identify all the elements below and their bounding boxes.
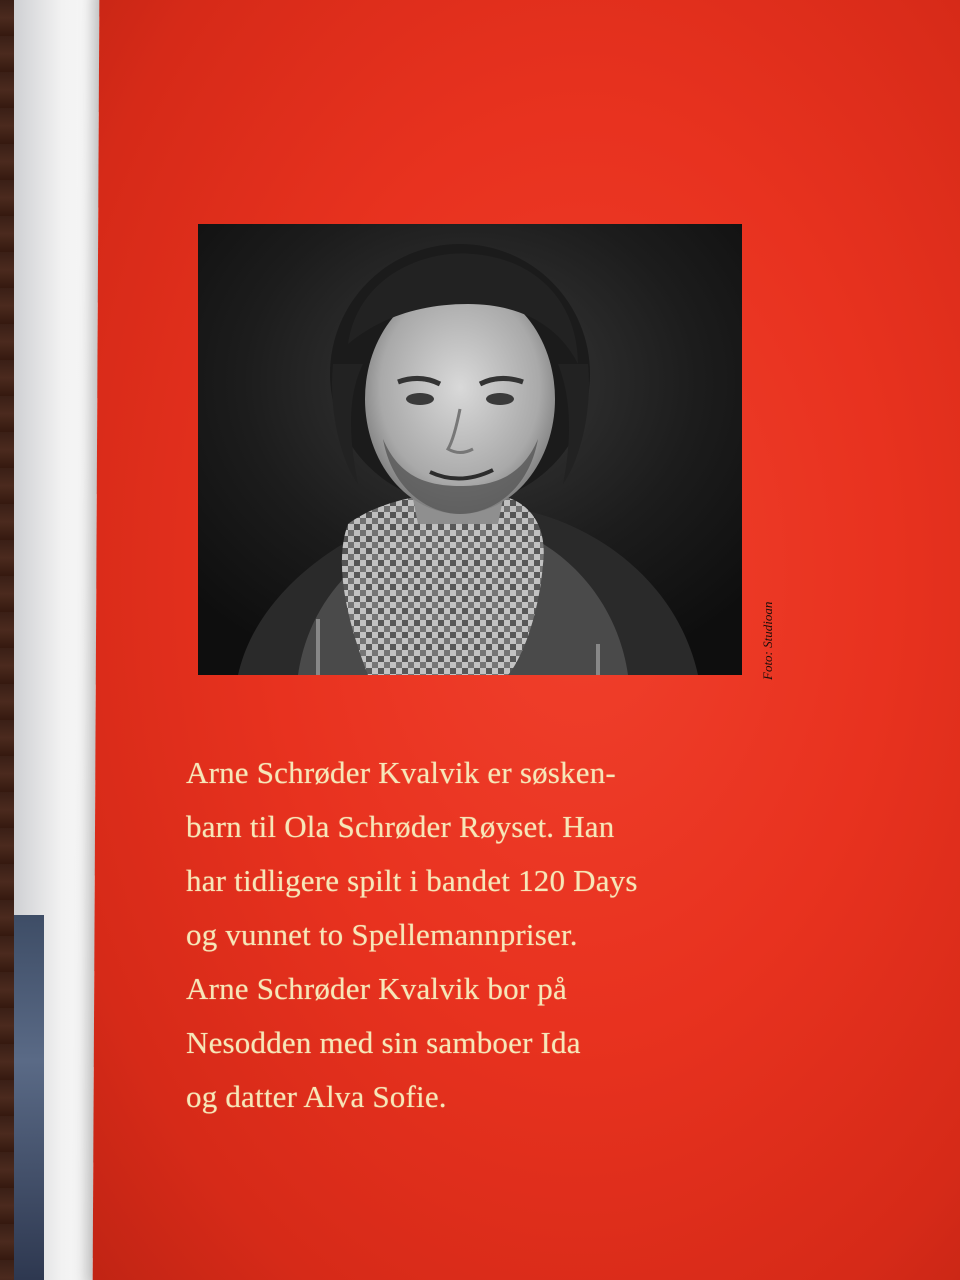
author-portrait-illustration (198, 224, 742, 675)
author-portrait (198, 224, 742, 675)
bio-line: og datter Alva Sofie. (186, 1079, 447, 1114)
author-bio (186, 746, 786, 1124)
bio-line: og vunnet to Spellemannpriser. (186, 917, 578, 952)
photo-credit: Foto: Studioan (760, 601, 775, 680)
bio-line: Arne Schrøder Kvalvik bor på (186, 971, 567, 1006)
bio-line: har tidligere spilt i bandet 120 Days (186, 863, 638, 898)
bio-line: Arne Schrøder Kvalvik er søsken- (186, 755, 616, 790)
book-spine-artwork (14, 915, 44, 1280)
bio-line: Nesodden med sin samboer Ida (186, 1025, 581, 1060)
bio-line: barn til Ola Schrøder Røyset. Han (186, 809, 615, 844)
